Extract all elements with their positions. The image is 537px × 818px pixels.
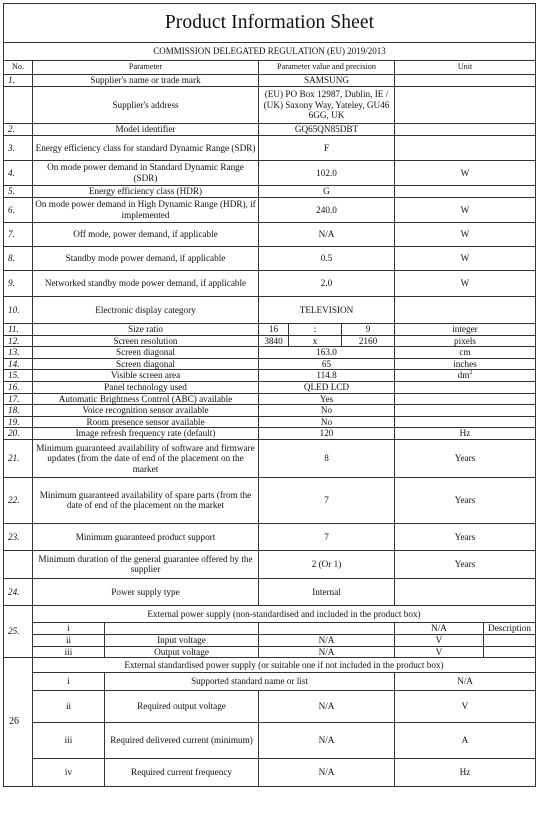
row-unit: pixels: [395, 335, 536, 347]
table-row: [4, 691, 536, 723]
table-row: [4, 271, 536, 297]
table-row: [4, 186, 536, 198]
sub-index: ii: [33, 691, 105, 723]
row-parameter: On mode power demand in High Dynamic Range (HDR), if implemented: [33, 198, 259, 223]
table-row: [4, 578, 536, 605]
row-parameter: Standby mode power demand, if applicable: [33, 247, 259, 271]
section-25-header: [4, 605, 536, 622]
row-value: 163.0: [259, 347, 395, 359]
row-parameter: Size ratio: [33, 324, 259, 336]
row-parameter: Minimum duration of the general guarantee offered by the supplier: [33, 550, 259, 578]
ratio-height: 9: [342, 324, 395, 336]
row-parameter: Panel technology used: [33, 381, 259, 393]
row-number: 20.: [4, 428, 33, 440]
table-row: [4, 622, 536, 634]
table-row: [4, 87, 536, 124]
header-no: No.: [4, 61, 33, 75]
row-value: 102.0: [259, 161, 395, 186]
table-row: [4, 381, 536, 393]
row-parameter: Screen resolution: [33, 335, 259, 347]
sub-index: i: [33, 673, 105, 691]
row-parameter: Visible screen area: [33, 370, 259, 382]
row-number: 8.: [4, 247, 33, 271]
table-row: [4, 634, 536, 646]
row-unit: W: [395, 247, 536, 271]
row-unit: W: [395, 271, 536, 297]
table-row: [4, 405, 536, 417]
row-unit: [395, 75, 536, 87]
row-number: 10.: [4, 297, 33, 324]
table-row: [4, 223, 536, 247]
row-value: No: [259, 405, 395, 417]
row-description: [484, 646, 536, 658]
row-value: G: [259, 186, 395, 198]
row-value: No: [259, 416, 395, 428]
row-unit: [395, 578, 536, 605]
row-number: 21.: [4, 439, 33, 477]
row-number: 6.: [4, 198, 33, 223]
ratio-separator: :: [289, 324, 342, 336]
section-title: External power supply (non-standardised and included in the product box): [33, 605, 536, 622]
row-value: 2.0: [259, 271, 395, 297]
row-unit: [395, 381, 536, 393]
header-parameter: Parameter: [33, 61, 259, 75]
row-value: N/A: [259, 723, 395, 759]
row-number: 17.: [4, 393, 33, 405]
row-unit: [395, 393, 536, 405]
table-row: [4, 439, 536, 477]
row-number: 2.: [4, 124, 33, 136]
row-parameter: Input voltage: [105, 634, 259, 646]
row-value: Yes: [259, 393, 395, 405]
row-unit: W: [395, 223, 536, 247]
row-number: 1.: [4, 75, 33, 87]
row-number: 7.: [4, 223, 33, 247]
row-unit: V: [395, 646, 484, 658]
row-value: 114.8: [259, 370, 395, 382]
row-value: 8: [259, 439, 395, 477]
row-number: [4, 550, 33, 578]
table-row: [4, 161, 536, 186]
row-parameter: Image refresh frequency rate (default): [33, 428, 259, 440]
table-row: [4, 324, 536, 336]
table-row: [4, 347, 536, 359]
row-value: QLED LCD: [259, 381, 395, 393]
table-row: [4, 477, 536, 523]
row-description: Description: [484, 622, 536, 634]
row-value: N/A: [259, 634, 395, 646]
table-row: [4, 297, 536, 324]
row-parameter: Supplier's name or trade mark: [33, 75, 259, 87]
header-unit: Unit: [395, 61, 536, 75]
row-unit: [395, 297, 536, 324]
row-value: N/A: [259, 223, 395, 247]
row-number: 11.: [4, 324, 33, 336]
table-row: [4, 759, 536, 787]
resolution-width: 3840: [259, 335, 289, 347]
section-26-header: [4, 658, 536, 673]
sub-index: i: [33, 622, 105, 634]
row-number: 5.: [4, 186, 33, 198]
row-parameter: Minimum guaranteed availability of spare parts (from the date of end of the placement on the market: [33, 477, 259, 523]
row-number: 15.: [4, 370, 33, 382]
table-row: [4, 416, 536, 428]
row-parameter: Electronic display category: [33, 297, 259, 324]
unit-superscript: 2: [469, 370, 473, 377]
product-information-sheet: [3, 3, 535, 787]
row-parameter: Model identifier: [33, 124, 259, 136]
row-unit: [395, 405, 536, 417]
row-value: 7: [259, 523, 395, 550]
row-unit: W: [395, 161, 536, 186]
row-value: 65: [259, 358, 395, 370]
row-value: N/A: [259, 691, 395, 723]
row-number: 13.: [4, 347, 33, 359]
row-parameter: Required output voltage: [105, 691, 259, 723]
table-row: [4, 723, 536, 759]
regulation-caption: COMMISSION DELEGATED REGULATION (EU) 2019/2013: [4, 43, 536, 61]
row-unit: Years: [395, 477, 536, 523]
row-parameter: Required current frequency: [105, 759, 259, 787]
row-number: 18.: [4, 405, 33, 417]
row-number: 24.: [4, 578, 33, 605]
table-row: [4, 393, 536, 405]
row-parameter: Voice recognition sensor available: [33, 405, 259, 417]
row-unit: N/A: [395, 673, 536, 691]
table-row: [4, 550, 536, 578]
table-row: [4, 75, 536, 87]
row-unit: [395, 124, 536, 136]
sub-index: iv: [33, 759, 105, 787]
table-row: [4, 124, 536, 136]
row-parameter: Supplier's address: [33, 87, 259, 124]
row-unit: [395, 136, 536, 161]
row-unit: [395, 416, 536, 428]
row-parameter: Screen diagonal: [33, 347, 259, 359]
row-parameter: Required delivered current (minimum): [105, 723, 259, 759]
row-number: 4.: [4, 161, 33, 186]
unit-text: dm: [457, 370, 470, 381]
row-number: 3.: [4, 136, 33, 161]
row-unit: Hz: [395, 759, 536, 787]
row-number: 9.: [4, 271, 33, 297]
row-number: 16.: [4, 381, 33, 393]
header-value: Parameter value and precision: [259, 61, 395, 75]
table-row: [4, 247, 536, 271]
row-value: N/A: [259, 646, 395, 658]
ratio-width: 16: [259, 324, 289, 336]
row-value: F: [259, 136, 395, 161]
row-unit: W: [395, 198, 536, 223]
row-value: N/A: [259, 759, 395, 787]
row-parameter: Supported standard name or list: [105, 673, 395, 691]
sub-index: iii: [33, 646, 105, 658]
row-number: 23.: [4, 523, 33, 550]
row-unit: [395, 186, 536, 198]
resolution-separator: x: [289, 335, 342, 347]
row-parameter: [105, 622, 259, 634]
row-value: [259, 622, 395, 634]
table-row: [4, 136, 536, 161]
row-parameter: On mode power demand in Standard Dynamic Range (SDR): [33, 161, 259, 186]
row-parameter: Automatic Brightness Control (ABC) available: [33, 393, 259, 405]
row-number: 22.: [4, 477, 33, 523]
resolution-height: 2160: [342, 335, 395, 347]
table-row: [4, 673, 536, 691]
row-value: 120: [259, 428, 395, 440]
row-unit: Hz: [395, 428, 536, 440]
row-parameter: Energy efficiency class (HDR): [33, 186, 259, 198]
table-row: [4, 646, 536, 658]
page-title: Product Information Sheet: [4, 4, 536, 43]
row-parameter: Energy efficiency class for standard Dynamic Range (SDR): [33, 136, 259, 161]
row-parameter: Screen diagonal: [33, 358, 259, 370]
row-unit: Years: [395, 523, 536, 550]
row-value: 2 (Or 1): [259, 550, 395, 578]
info-table: [3, 3, 536, 787]
row-value: Internal: [259, 578, 395, 605]
row-unit: Years: [395, 439, 536, 477]
row-parameter: Room presence sensor available: [33, 416, 259, 428]
row-value: TELEVISION: [259, 297, 395, 324]
row-number: 25.: [4, 605, 33, 657]
row-unit: inches: [395, 358, 536, 370]
row-parameter: Off mode, power demand, if applicable: [33, 223, 259, 247]
row-unit: [395, 87, 536, 124]
row-parameter: Minimum guaranteed product support: [33, 523, 259, 550]
row-number: 26: [4, 658, 33, 787]
row-unit: A: [395, 723, 536, 759]
row-number: 12.: [4, 335, 33, 347]
table-row: [4, 198, 536, 223]
row-unit: V: [395, 634, 484, 646]
row-unit: Years: [395, 550, 536, 578]
row-unit: N/A: [395, 622, 484, 634]
row-unit: V: [395, 691, 536, 723]
row-number: [4, 87, 33, 124]
sub-index: iii: [33, 723, 105, 759]
section-title: External standardised power supply (or suitable one if not included in the product box): [33, 658, 536, 673]
table-row: [4, 370, 536, 382]
row-value: 240.0: [259, 198, 395, 223]
row-parameter: Output voltage: [105, 646, 259, 658]
table-row: [4, 358, 536, 370]
row-unit: integer: [395, 324, 536, 336]
sub-index: ii: [33, 634, 105, 646]
row-number: 19.: [4, 416, 33, 428]
row-value: GQ65QN85DBT: [259, 124, 395, 136]
row-value: 0.5: [259, 247, 395, 271]
row-value: SAMSUNG: [259, 75, 395, 87]
row-number: 14.: [4, 358, 33, 370]
table-row: [4, 335, 536, 347]
row-value: (EU) PO Box 12987, Dublin, IE / (UK) Saxony Way, Yateley, GU46 6GG, UK: [259, 87, 395, 124]
row-parameter: Power supply type: [33, 578, 259, 605]
row-description: [484, 634, 536, 646]
row-unit: cm: [395, 347, 536, 359]
row-unit: [395, 370, 536, 382]
row-parameter: Minimum guaranteed availability of software and firmware updates (from the date of end of the placement on the market: [33, 439, 259, 477]
table-row: [4, 428, 536, 440]
table-row: [4, 523, 536, 550]
row-value: 7: [259, 477, 395, 523]
row-parameter: Networked standby mode power demand, if applicable: [33, 271, 259, 297]
